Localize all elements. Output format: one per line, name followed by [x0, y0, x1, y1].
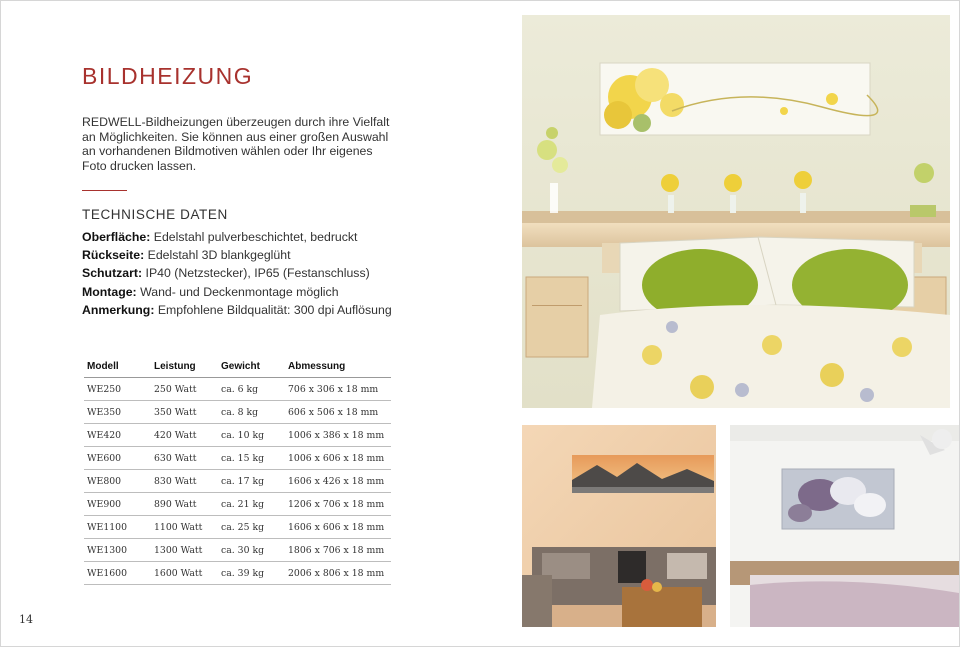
spec-value: Edelstahl pulverbeschichtet, bedruckt: [153, 230, 358, 244]
table-row: [84, 516, 391, 539]
table-row: [84, 378, 391, 401]
cell-power: 250 Watt: [151, 378, 218, 401]
models-table: [84, 357, 391, 585]
cell-model: WE1100: [84, 516, 151, 539]
cell-weight: ca. 25 kg: [218, 516, 285, 539]
header-power: Leistung: [151, 357, 218, 378]
cell-power: 890 Watt: [151, 493, 218, 516]
intro-line: an vorhandenen Bildmotiven wählen oder Ihr eigenes: [82, 144, 373, 159]
page-title: BILDHEIZUNG: [82, 63, 254, 89]
cell-weight: ca. 15 kg: [218, 447, 285, 470]
cell-model: WE800: [84, 470, 151, 493]
table-row: [84, 424, 391, 447]
cell-weight: ca. 6 kg: [218, 378, 285, 401]
table-row: [84, 470, 391, 493]
spec-mounting: [82, 283, 462, 301]
spec-value: Edelstahl 3D blankgeglüht: [147, 248, 291, 263]
table-row: [84, 493, 391, 516]
table-row: [84, 562, 391, 585]
spec-label: Rückseite:: [82, 248, 145, 263]
intro-line: Foto drucken lassen.: [82, 158, 197, 173]
header-dimensions: Abmessung: [285, 357, 391, 378]
intro-line: an Möglichkeiten. Sie können aus einer großen Auswahl: [82, 129, 389, 144]
spec-label: Montage:: [82, 284, 137, 299]
cell-weight: ca. 21 kg: [218, 493, 285, 516]
table-header-row: [84, 357, 391, 378]
cell-power: 1100 Watt: [151, 516, 218, 539]
spec-label: Anmerkung:: [82, 302, 155, 317]
spec-label: Oberfläche:: [82, 230, 151, 244]
spec-surface: [82, 228, 462, 246]
cell-power: 1600 Watt: [151, 562, 218, 585]
cell-model: WE1600: [84, 562, 151, 585]
spec-value: Empfohlene Bildqualität: 300 dpi Auflösung: [157, 302, 392, 317]
page-number: 14: [19, 613, 33, 626]
cell-power: 830 Watt: [151, 470, 218, 493]
cell-weight: ca. 39 kg: [218, 562, 285, 585]
table-row: [84, 539, 391, 562]
table-row: [84, 447, 391, 470]
specs-heading: TECHNISCHE DATEN: [82, 207, 228, 222]
cell-weight: ca. 10 kg: [218, 424, 285, 447]
spec-label: Schutzart:: [82, 266, 143, 281]
cell-dimensions: 706 x 306 x 18 mm: [285, 378, 391, 401]
cell-dimensions: 1206 x 706 x 18 mm: [285, 493, 391, 516]
spec-protection: [82, 264, 462, 282]
cell-model: WE1300: [84, 539, 151, 562]
cell-weight: ca. 17 kg: [218, 470, 285, 493]
bedroom-photo-main: [522, 15, 950, 408]
cell-dimensions: 1606 x 606 x 18 mm: [285, 516, 391, 539]
cell-model: WE350: [84, 401, 151, 424]
cell-power: 350 Watt: [151, 401, 218, 424]
specs-list: [82, 228, 462, 319]
bedroom-photo-small: [730, 425, 959, 627]
intro-paragraph: [82, 115, 427, 173]
cell-dimensions: 2006 x 806 x 18 mm: [285, 562, 391, 585]
cell-dimensions: 1006 x 386 x 18 mm: [285, 424, 391, 447]
table-row: [84, 401, 391, 424]
cell-dimensions: 1806 x 706 x 18 mm: [285, 539, 391, 562]
cell-weight: ca. 30 kg: [218, 539, 285, 562]
cell-dimensions: 1006 x 606 x 18 mm: [285, 447, 391, 470]
accent-divider: [82, 190, 127, 191]
spec-value: Wand- und Deckenmontage möglich: [140, 284, 339, 299]
cell-model: WE250: [84, 378, 151, 401]
intro-line: REDWELL-Bildheizungen überzeugen durch ihre Vielfalt: [82, 115, 390, 129]
spec-value: IP40 (Netzstecker), IP65 (Festanschluss): [145, 266, 370, 281]
cell-model: WE900: [84, 493, 151, 516]
header-model: Modell: [84, 357, 151, 378]
cell-model: WE420: [84, 424, 151, 447]
cell-power: 630 Watt: [151, 447, 218, 470]
spec-back: [82, 246, 462, 264]
spec-note: [82, 301, 462, 319]
cell-power: 420 Watt: [151, 424, 218, 447]
cell-model: WE600: [84, 447, 151, 470]
cell-dimensions: 606 x 506 x 18 mm: [285, 401, 391, 424]
header-weight: Gewicht: [218, 357, 285, 378]
cell-weight: ca. 8 kg: [218, 401, 285, 424]
cell-dimensions: 1606 x 426 x 18 mm: [285, 470, 391, 493]
living-room-photo: [522, 425, 716, 627]
cell-power: 1300 Watt: [151, 539, 218, 562]
